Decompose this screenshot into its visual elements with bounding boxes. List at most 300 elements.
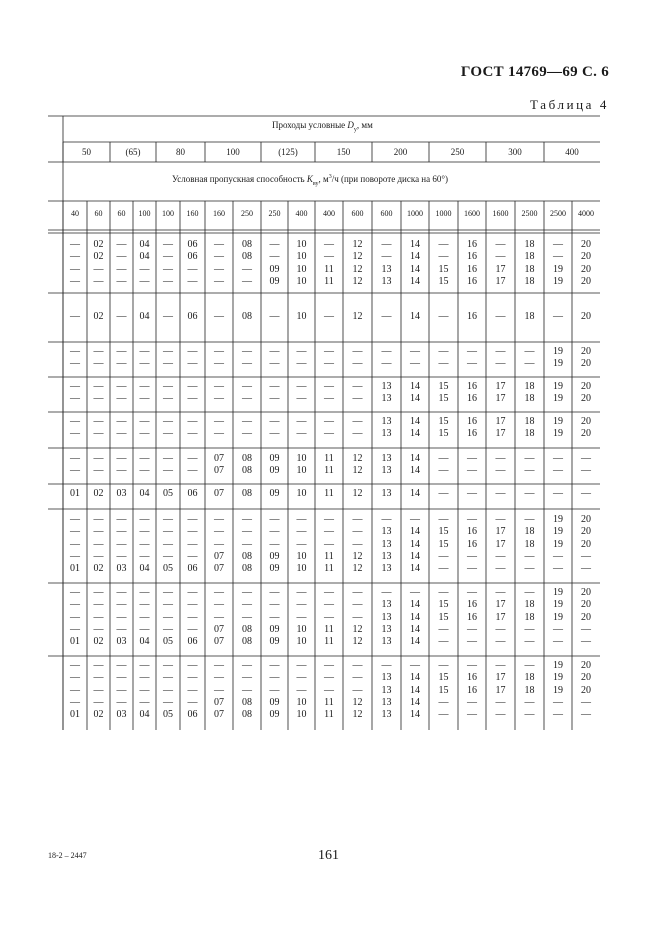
table-cell: 19 xyxy=(553,611,563,623)
table-cell: — xyxy=(139,587,150,598)
table-cell: — xyxy=(163,611,173,623)
kv-cell: 100 xyxy=(162,209,174,218)
table-cell: 13 xyxy=(381,636,392,648)
table-cell: 10 xyxy=(296,623,307,635)
table-cell: 15 xyxy=(438,275,449,287)
table-cell: 16 xyxy=(467,672,477,684)
table-cell: 17 xyxy=(495,428,506,440)
table-cell: — xyxy=(352,381,363,392)
table-cell: 11 xyxy=(324,696,334,708)
table-cell: — xyxy=(187,381,198,392)
table-cell: — xyxy=(163,275,173,287)
table-cell: 03 xyxy=(116,488,127,499)
table-cell: — xyxy=(242,684,252,696)
table-cell: 12 xyxy=(352,636,363,648)
kv-cell: 60 xyxy=(117,209,126,218)
table-cell: — xyxy=(467,587,477,598)
table-cell: 08 xyxy=(242,563,252,575)
table-cell: 04 xyxy=(139,239,150,250)
table-cell: — xyxy=(438,453,449,464)
table-cell: — xyxy=(70,453,80,464)
table-cell: 19 xyxy=(553,526,563,538)
table-cell: — xyxy=(324,346,334,357)
table-cell: 11 xyxy=(324,709,334,721)
table-cell: — xyxy=(269,538,280,550)
table-cell: — xyxy=(269,358,280,370)
table-cell: 19 xyxy=(553,393,563,405)
table-cell: — xyxy=(495,453,506,464)
table-cell: 01 xyxy=(70,488,80,499)
table-cell: — xyxy=(324,311,334,322)
table-cell: 18 xyxy=(524,393,535,405)
table-cell: — xyxy=(187,453,198,464)
table-cell: 18 xyxy=(524,263,535,275)
table-cell: — xyxy=(116,696,127,708)
table-cell: — xyxy=(242,611,252,623)
table-cell: — xyxy=(296,599,307,611)
table-cell: 14 xyxy=(410,696,420,708)
table-cell: — xyxy=(116,550,127,562)
table-cell: — xyxy=(93,263,104,275)
table-cell: — xyxy=(214,263,224,275)
table-cell: 19 xyxy=(553,684,563,696)
table-cell: 19 xyxy=(553,358,563,370)
table-cell: 20 xyxy=(581,239,591,250)
table-cell: — xyxy=(70,623,80,635)
table-cell: — xyxy=(438,587,449,598)
table-cell: 08 xyxy=(242,488,252,499)
table-cell: — xyxy=(352,599,363,611)
table-cell: — xyxy=(187,538,198,550)
table-cell: — xyxy=(163,453,173,464)
size-cell: 50 xyxy=(82,147,91,157)
table-cell: 18 xyxy=(524,239,535,250)
table-cell: — xyxy=(324,526,334,538)
table-cell: — xyxy=(116,263,127,275)
table-cell: — xyxy=(495,251,506,263)
table-cell: — xyxy=(163,465,173,477)
table-cell: — xyxy=(553,550,563,562)
table-cell: 08 xyxy=(242,623,252,635)
table-cell: — xyxy=(187,587,198,598)
table-cell: — xyxy=(242,599,252,611)
table-cell: 11 xyxy=(324,263,334,275)
table-cell: — xyxy=(269,251,280,263)
table-cell: 10 xyxy=(296,709,307,721)
table-cell: 11 xyxy=(324,623,334,635)
table-cell: 20 xyxy=(581,660,591,671)
table-cell: 08 xyxy=(242,453,252,464)
table-cell: — xyxy=(438,514,449,525)
table-cell: — xyxy=(438,660,449,671)
table-cell: — xyxy=(495,563,506,575)
table-cell: — xyxy=(581,696,591,708)
table-cell: 17 xyxy=(495,416,506,427)
table-cell: — xyxy=(116,311,127,322)
table-cell: 19 xyxy=(553,416,563,427)
table-cell: 15 xyxy=(438,599,449,611)
table-cell: 14 xyxy=(410,428,420,440)
table-cell: 12 xyxy=(352,709,363,721)
print-code: 18-2 – 2447 xyxy=(48,851,87,860)
table-cell: — xyxy=(116,381,127,392)
table-cell: — xyxy=(269,660,280,671)
table-cell: — xyxy=(214,587,224,598)
table-cell: 07 xyxy=(214,465,224,477)
table-cell: — xyxy=(93,587,104,598)
flow-capacity-title: Условная пропускная способность $K_{ву}$, $м^3/ч$ (при повороте диска на 60°) xyxy=(172,174,448,187)
table-cell: — xyxy=(381,346,392,357)
table-cell: — xyxy=(242,428,252,440)
table-cell: — xyxy=(214,239,224,250)
table-cell: 13 xyxy=(381,709,392,721)
table-cell: — xyxy=(495,346,506,357)
table-cell: — xyxy=(438,346,449,357)
table-cell: — xyxy=(467,550,477,562)
table-cell: — xyxy=(324,660,334,671)
table-cell: — xyxy=(296,358,307,370)
table-cell: — xyxy=(524,514,535,525)
table-cell: 03 xyxy=(116,709,127,721)
table-cell: — xyxy=(352,358,363,370)
table-cell: — xyxy=(467,358,477,370)
table-cell: — xyxy=(352,587,363,598)
table-cell: 18 xyxy=(524,526,535,538)
table-cell: — xyxy=(495,660,506,671)
table-cell: — xyxy=(70,465,80,477)
table-cell: 06 xyxy=(187,488,198,499)
table-cell: 06 xyxy=(187,636,198,648)
kv-cell: 250 xyxy=(268,209,281,218)
table-cell: — xyxy=(70,428,80,440)
size-cell: 80 xyxy=(176,147,185,157)
table-cell: — xyxy=(116,393,127,405)
table-cell: 19 xyxy=(553,587,563,598)
table-cell: 10 xyxy=(296,453,307,464)
table-cell: 02 xyxy=(93,251,104,263)
table-cell: — xyxy=(116,611,127,623)
table-cell: 03 xyxy=(116,636,127,648)
table-cell: — xyxy=(269,428,280,440)
table-cell: — xyxy=(70,611,80,623)
table-cell: — xyxy=(116,416,127,427)
table-cell: — xyxy=(139,381,150,392)
table-cell: 19 xyxy=(553,381,563,392)
table-cell: — xyxy=(214,514,224,525)
table-cell: 12 xyxy=(352,263,363,275)
table-cell: — xyxy=(269,393,280,405)
table-cell: — xyxy=(381,514,392,525)
table-cell: — xyxy=(242,538,252,550)
table-cell: 10 xyxy=(296,465,307,477)
table-cell: 18 xyxy=(524,251,535,263)
size-cell: 150 xyxy=(336,147,351,157)
table-cell: — xyxy=(242,381,252,392)
table-cell: 16 xyxy=(467,251,477,263)
table-cell: — xyxy=(581,550,591,562)
table-cell: — xyxy=(163,358,173,370)
table-cell: — xyxy=(242,416,252,427)
table-cell: — xyxy=(352,526,363,538)
table-cell: — xyxy=(269,672,280,684)
table-cell: 04 xyxy=(139,563,150,575)
table-cell: — xyxy=(163,346,173,357)
table-cell: — xyxy=(553,453,563,464)
table-cell: 13 xyxy=(381,550,392,562)
table-cell: 12 xyxy=(352,563,363,575)
table-cell: — xyxy=(352,684,363,696)
table-cell: — xyxy=(524,488,535,499)
table-cell: — xyxy=(438,636,449,648)
table-cell: — xyxy=(116,251,127,263)
table-cell: 01 xyxy=(70,636,80,648)
table-cell: 17 xyxy=(495,381,506,392)
table-cell: 16 xyxy=(467,599,477,611)
table-cell: 15 xyxy=(438,381,449,392)
table-cell: 14 xyxy=(410,563,420,575)
table-caption: Таблица 4 xyxy=(530,97,609,112)
kv-cell: 100 xyxy=(138,209,151,218)
size-cell: 250 xyxy=(450,147,465,157)
table-cell: — xyxy=(139,684,150,696)
table-cell: 14 xyxy=(410,684,420,696)
table-cell: — xyxy=(70,587,80,598)
table-cell: — xyxy=(410,346,420,357)
table-cell: 14 xyxy=(410,465,420,477)
table-cell: 13 xyxy=(381,563,392,575)
table-cell: 20 xyxy=(581,514,591,525)
table-cell: 19 xyxy=(553,275,563,287)
table-cell: 06 xyxy=(187,239,198,250)
table-cell: — xyxy=(467,465,477,477)
table-cell: — xyxy=(467,453,477,464)
table-cell: — xyxy=(296,428,307,440)
table-cell: 07 xyxy=(214,696,224,708)
table-cell: 17 xyxy=(495,275,506,287)
table-cell: — xyxy=(163,587,173,598)
table-cell: — xyxy=(70,346,80,357)
size-cell: 400 xyxy=(565,147,579,157)
table-cell: 15 xyxy=(438,526,449,538)
table-cell: — xyxy=(163,684,173,696)
table-cell: — xyxy=(187,275,198,287)
table-cell: — xyxy=(116,684,127,696)
table-cell: — xyxy=(352,538,363,550)
table-cell: — xyxy=(269,587,280,598)
table-cell: — xyxy=(495,636,506,648)
table-cell: 11 xyxy=(324,550,334,562)
table-cell: — xyxy=(139,346,150,357)
table-cell: 14 xyxy=(410,275,420,287)
table-cell: — xyxy=(214,672,224,684)
table-cell: — xyxy=(242,587,252,598)
table-cell: 17 xyxy=(495,538,506,550)
table-cell: — xyxy=(70,696,80,708)
table-cell: — xyxy=(70,393,80,405)
table-cell: — xyxy=(187,696,198,708)
table-cell: 06 xyxy=(187,311,198,322)
table-cell: — xyxy=(242,660,252,671)
kv-cell: 600 xyxy=(380,209,393,218)
table-cell: — xyxy=(163,311,173,322)
table-cell: 17 xyxy=(495,599,506,611)
table-cell: — xyxy=(93,599,104,611)
table-cell: — xyxy=(467,660,477,671)
table-cell: — xyxy=(214,416,224,427)
table-cell: — xyxy=(242,393,252,405)
table-cell: 12 xyxy=(352,696,363,708)
table-cell: — xyxy=(116,660,127,671)
table-cell: — xyxy=(70,251,80,263)
table-cell: — xyxy=(163,428,173,440)
table-cell: 04 xyxy=(139,709,150,721)
table-cell: 06 xyxy=(187,563,198,575)
table-cell: 05 xyxy=(163,709,173,721)
table-cell: 14 xyxy=(410,311,420,322)
table-cell: 13 xyxy=(381,526,392,538)
table-cell: — xyxy=(410,514,420,525)
table-cell: 12 xyxy=(352,453,363,464)
table-cell: 02 xyxy=(93,636,104,648)
table-cell: — xyxy=(187,358,198,370)
table-cell: — xyxy=(93,538,104,550)
table-cell: — xyxy=(139,599,150,611)
table-cell: — xyxy=(524,453,535,464)
table-cell: — xyxy=(93,275,104,287)
table-cell: — xyxy=(214,346,224,357)
kv-cell: 160 xyxy=(186,209,199,218)
kv-cell: 1000 xyxy=(407,209,423,218)
table-cell: — xyxy=(187,599,198,611)
table-cell: — xyxy=(187,611,198,623)
table-cell: 02 xyxy=(93,311,104,322)
table-cell: — xyxy=(324,393,334,405)
table-cell: — xyxy=(352,611,363,623)
table-cell: — xyxy=(70,514,80,525)
table-cell: — xyxy=(324,684,334,696)
table-cell: — xyxy=(163,263,173,275)
table-cell: — xyxy=(352,672,363,684)
table-cell: 01 xyxy=(70,563,80,575)
table-cell: — xyxy=(438,251,449,263)
table-cell: 07 xyxy=(214,550,224,562)
table-cell: 18 xyxy=(524,538,535,550)
table-cell: 11 xyxy=(324,636,334,648)
table-cell: 16 xyxy=(467,263,477,275)
table-cell: — xyxy=(524,563,535,575)
table-cell: — xyxy=(163,381,173,392)
table-cell: — xyxy=(187,550,198,562)
table-cell: 19 xyxy=(553,672,563,684)
table-cell: 13 xyxy=(381,263,392,275)
table-cell: 14 xyxy=(410,672,420,684)
table-cell: — xyxy=(553,488,563,499)
table-cell: 17 xyxy=(495,526,506,538)
table-cell: 19 xyxy=(553,538,563,550)
table-cell: 08 xyxy=(242,636,252,648)
table-cell: — xyxy=(296,381,307,392)
table-cell: 18 xyxy=(524,428,535,440)
table-cell: — xyxy=(242,358,252,370)
table-cell: 14 xyxy=(410,538,420,550)
table-cell: 13 xyxy=(381,696,392,708)
table-cell: — xyxy=(214,599,224,611)
table-cell: — xyxy=(524,636,535,648)
table-cell: — xyxy=(187,526,198,538)
table-cell: 05 xyxy=(163,636,173,648)
table-cell: — xyxy=(352,393,363,405)
table-cell: 09 xyxy=(269,453,280,464)
table-cell: 16 xyxy=(467,684,477,696)
table-cell: — xyxy=(269,239,280,250)
table-cell: 20 xyxy=(581,428,591,440)
table-cell: 16 xyxy=(467,393,477,405)
table-cell: 16 xyxy=(467,239,477,250)
table-cell: — xyxy=(324,416,334,427)
table-cell: — xyxy=(187,684,198,696)
table-cell: 13 xyxy=(381,611,392,623)
table-cell: — xyxy=(296,611,307,623)
table-cell: 13 xyxy=(381,623,392,635)
table-cell: — xyxy=(163,672,173,684)
table-cell: 10 xyxy=(296,263,307,275)
table-cell: — xyxy=(495,514,506,525)
table-cell: 15 xyxy=(438,611,449,623)
table-cell: — xyxy=(70,684,80,696)
table-cell: — xyxy=(324,611,334,623)
table-cell: — xyxy=(553,696,563,708)
table-cell: 16 xyxy=(467,275,477,287)
table-cell: 15 xyxy=(438,263,449,275)
table-cell: — xyxy=(438,311,449,322)
table-cell: — xyxy=(438,563,449,575)
table-cell: — xyxy=(553,623,563,635)
table-cell: — xyxy=(70,263,80,275)
table-cell: 14 xyxy=(410,550,420,562)
table-cell: — xyxy=(467,696,477,708)
table-cell: — xyxy=(93,526,104,538)
table-cell: — xyxy=(524,465,535,477)
table-cell: 14 xyxy=(410,263,420,275)
table-cell: 11 xyxy=(324,488,334,499)
table-cell: — xyxy=(324,587,334,598)
table-cell: — xyxy=(352,660,363,671)
table-cell: — xyxy=(352,346,363,357)
size-cell: (65) xyxy=(125,147,141,157)
table-cell: 19 xyxy=(553,514,563,525)
table-cell: — xyxy=(381,251,392,263)
table-cell: 08 xyxy=(242,696,252,708)
table-title: Проходы условные $D_у$, мм xyxy=(272,120,373,133)
table-cell: — xyxy=(116,346,127,357)
table-cell: — xyxy=(296,672,307,684)
table-cell: 10 xyxy=(296,488,307,499)
table-cell: 10 xyxy=(296,251,307,263)
table-cell: — xyxy=(438,709,449,721)
table-cell: — xyxy=(553,563,563,575)
table-cell: — xyxy=(296,514,307,525)
table-cell: 14 xyxy=(410,488,420,499)
table-cell: — xyxy=(93,684,104,696)
table-cell: 13 xyxy=(381,381,392,392)
kv-cell: 40 xyxy=(71,209,79,218)
table-cell: 14 xyxy=(410,251,420,263)
table-cell: — xyxy=(163,660,173,671)
table-cell: — xyxy=(581,623,591,635)
table-cell: — xyxy=(139,611,150,623)
table-cell: — xyxy=(467,563,477,575)
table-cell: 02 xyxy=(93,239,104,250)
